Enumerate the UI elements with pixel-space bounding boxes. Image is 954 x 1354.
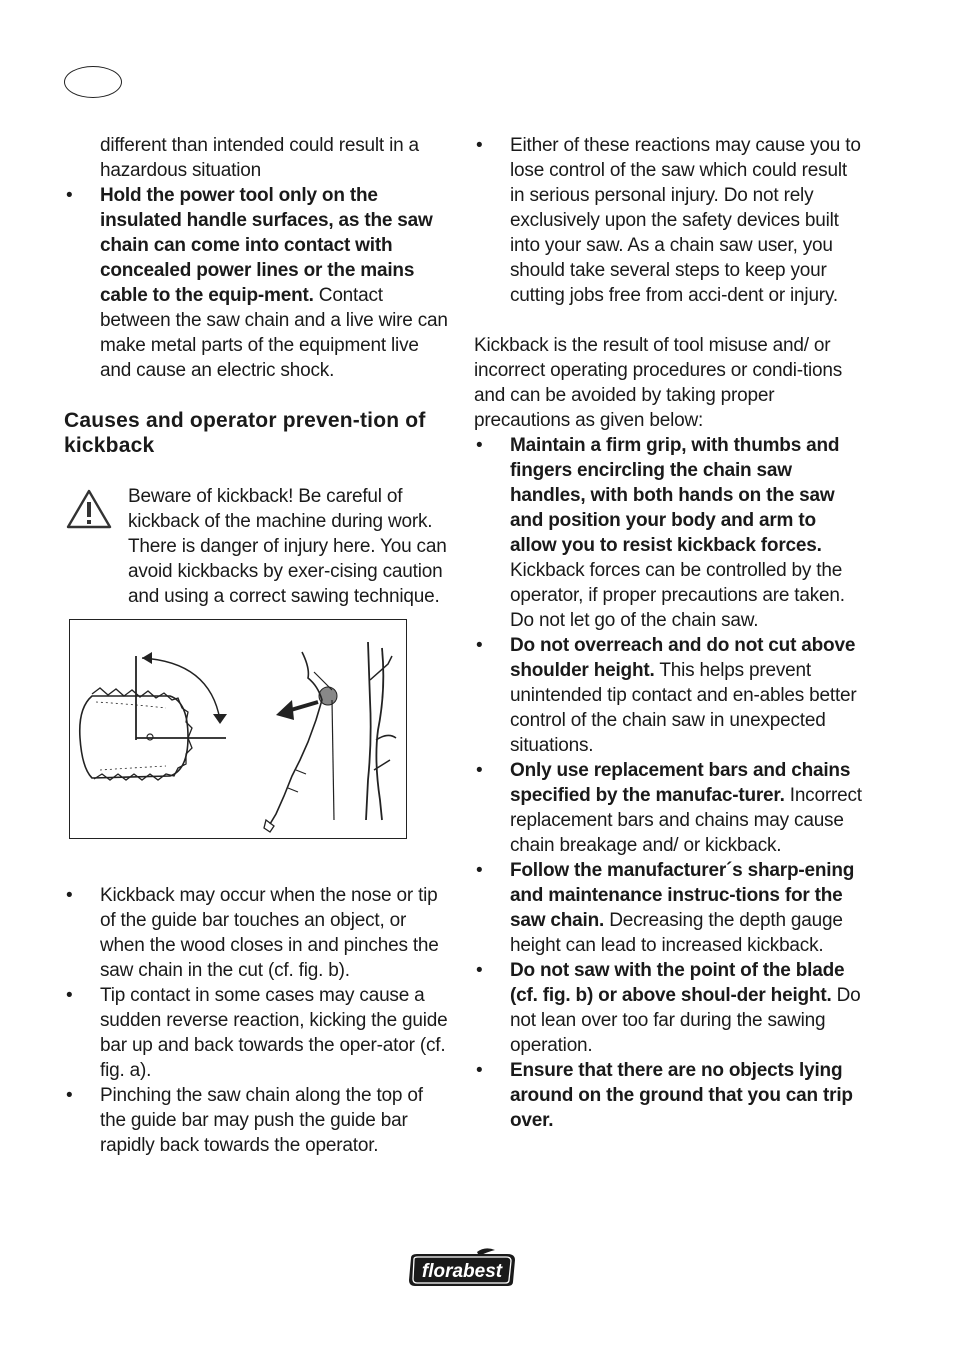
bullet-icon: • [66,185,73,206]
list-item [474,1058,864,1133]
warning-notice [64,484,450,609]
bold-text: Do not saw with the point of the blade (cf. fig. b) or above shoul-der height. [510,960,845,1006]
bullet-icon: • [476,960,483,981]
svg-text:florabest: florabest [421,1261,503,1282]
bold-text: Only use replacement bars and chains specified by the manufac-turer. [510,760,851,806]
body-text: Pinching the saw chain along the top of the guide bar may push the guide bar rapidly back towards the operator. [100,1085,423,1156]
list-item [64,883,450,983]
florabest-logo [407,1248,519,1288]
list-item [64,183,450,383]
bold-text: Do not overreach and do not cut above shoulder height. [510,635,856,681]
body-text: Kickback forces can be controlled by the operator, if proper precautions are taken. Do not let go of the chain saw. [510,560,845,631]
section-heading: Causes and operator preven-tion of kickback [64,409,426,457]
body-text: Either of these reactions may cause you to lose control of the saw which could result in serious personal injury. Do not rely exclusively upon the safety devices built into your saw. As a chain saw user, you should take several steps to keep your cutting jobs free from acci-dent or injury. [510,135,861,306]
bullet-icon: • [476,135,483,156]
continuation-text: different than intended could result in a hazardous situation [100,135,419,181]
bold-text: Hold the power tool only on the insulated handle surfaces, as the saw chain can come into contact with concealed power lines or the mains cable to the equip-ment. [100,185,433,306]
bullet-icon: • [476,635,483,656]
bullet-icon: • [66,1085,73,1106]
intro-paragraph: Kickback is the result of tool misuse and/ or incorrect operating procedures or condi-tions and can be avoided by taking proper precautions as given below: [474,335,843,431]
kickback-figure [69,619,407,839]
body-text: Kickback may occur when the nose or tip of the guide bar touches an object, or when the wood closes in and pinches the saw chain in the cut (cf. fig. b). [100,885,439,981]
bullet-icon: • [66,885,73,906]
bullet-icon: • [476,1060,483,1081]
list-item [474,958,864,1058]
body-text: Tip contact in some cases may cause a sudden reverse reaction, kicking the guide bar up and back towards the oper-ator (cf. fig. a). [100,985,448,1081]
warning-text: Beware of kickback! Be careful of kickback of the machine during work. There is danger of injury here. You can avoid kickbacks by exer-cising caution and using a correct sawing technique. [128,486,447,607]
body-text: Decreasing the depth gauge height can lead to increased kickback. [510,910,843,956]
language-badge [64,66,122,98]
list-item [474,858,864,958]
list-item [474,758,864,858]
body-text: Incorrect replacement bars and chains may cause chain breakage and/ or kickback. [510,785,862,856]
bold-text: Follow the manufacturer´s sharp-ening and maintenance instruc-tions for the saw chain. [510,860,855,931]
body-text: This helps prevent unintended tip contact and en-ables better control of the chain saw in unexpected situations. [510,660,857,756]
list-item [64,1083,450,1158]
bullet-icon: • [476,760,483,781]
bold-text: Maintain a firm grip, with thumbs and fingers encircling the chain saw handles, with both hands on the saw and position your body and arm to allow you to resist kickback forces. [510,435,840,556]
list-item [64,983,450,1083]
kickback-illustration [70,620,408,840]
list-item [474,433,864,633]
list-item [474,133,864,308]
left-column [64,133,450,1158]
bullet-icon: • [476,435,483,456]
bullet-icon: • [66,985,73,1006]
list-item [474,633,864,758]
bullet-icon: • [476,860,483,881]
warning-triangle-icon [66,488,112,530]
body-text: Contact between the saw chain and a live wire can make metal parts of the equipment live and cause an electric shock. [100,285,448,381]
right-column [474,133,864,1133]
body-text: Do not lean over too far during the sawing operation. [510,985,861,1056]
bold-text: Ensure that there are no objects lying around on the ground that you can trip over. [510,1060,853,1131]
